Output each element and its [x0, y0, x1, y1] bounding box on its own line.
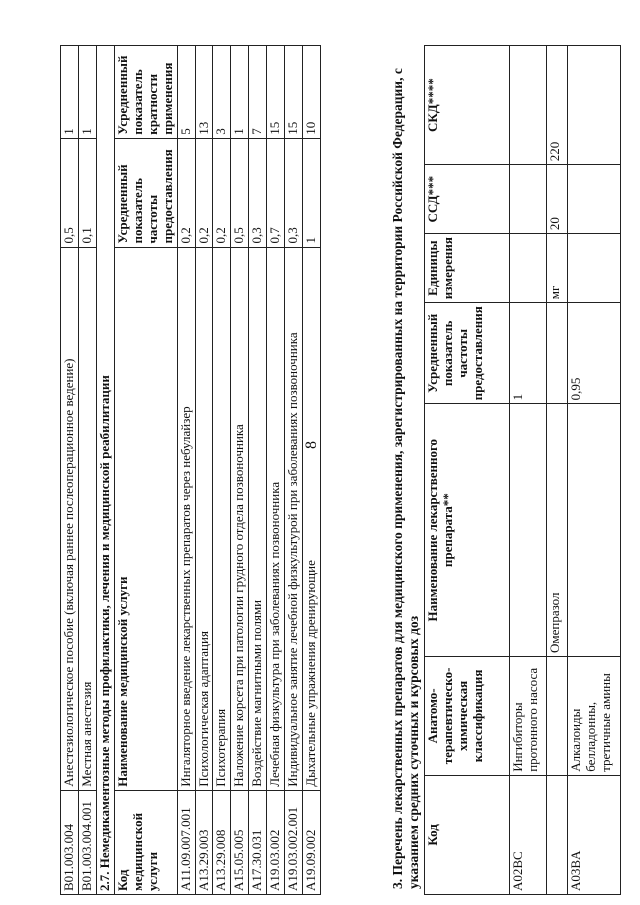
table-row: [303, 46, 321, 895]
column-header-skd: СКД****: [425, 46, 510, 165]
service-code: A17.30.031: [249, 790, 267, 894]
service-code: A15.05.005: [231, 790, 249, 894]
column-header-drug-name: Наименование лекарственного препарата**: [425, 404, 510, 657]
column-header-code: Код медицинской услуги: [114, 790, 177, 894]
frequency-value: 0,3: [249, 138, 267, 247]
unit-value: [568, 234, 621, 303]
table-row: [568, 46, 621, 895]
ssd-value: [568, 165, 621, 234]
unit-value: [510, 234, 547, 303]
drugs-table: [424, 45, 621, 895]
skd-value: [510, 46, 547, 165]
table-row: [510, 46, 547, 895]
table-row: [177, 46, 195, 895]
skd-value: [568, 46, 621, 165]
section-3-title: 3. Перечень лекарственных препаратов для медицинского применения, зарегистрированных на территории Российской Федерации, с указанием средних суточных и курсовых доз: [390, 68, 422, 889]
table-row: [267, 46, 285, 895]
service-name: Анестезиологическое пособие (включая раннее послеоперационное ведение): [61, 247, 79, 790]
multiplicity-value: 1: [78, 46, 96, 139]
rotated-page-content: [60, 45, 630, 895]
atc-group: [547, 657, 568, 776]
service-name: Воздействие магнитными полями: [249, 247, 267, 790]
frequency-value: 0,2: [213, 138, 231, 247]
service-code: A19.09.002: [303, 790, 321, 894]
service-code: A13.29.003: [195, 790, 213, 894]
column-header-code: Код: [425, 775, 510, 894]
multiplicity-value: 3: [213, 46, 231, 139]
column-header-unit: Единицы измерения: [425, 234, 510, 303]
column-header-frequency: Усредненный показатель частоты предоставления: [114, 138, 177, 247]
atc-code: A03BA: [568, 775, 621, 894]
frequency-value: 0,2: [177, 138, 195, 247]
table-row: [213, 46, 231, 895]
table-row: [547, 46, 568, 895]
frequency-value: 0,5: [61, 138, 79, 247]
frequency-value: [547, 303, 568, 404]
drug-name: [510, 404, 547, 657]
skd-value: 220: [547, 46, 568, 165]
multiplicity-value: 15: [285, 46, 303, 139]
column-header-frequency: Усредненный показатель частоты предоставления: [425, 303, 510, 404]
service-code: A19.03.002.001: [285, 790, 303, 894]
multiplicity-value: 10: [303, 46, 321, 139]
atc-code: A02BC: [510, 775, 547, 894]
service-code: B01.003.004: [61, 790, 79, 894]
service-name: Наложение корсета при патологии грудного отдела позвоночника: [231, 247, 249, 790]
frequency-value: 1: [510, 303, 547, 404]
service-code: A13.29.008: [213, 790, 231, 894]
column-header-atc: Анатомо-терапевтическо-химическая классификация: [425, 657, 510, 776]
service-code: A19.03.002: [267, 790, 285, 894]
frequency-value: 0,1: [78, 138, 96, 247]
service-name: Дыхательные упражнения дренирующие: [303, 247, 321, 790]
multiplicity-value: 1: [61, 46, 79, 139]
service-name: Индивидуальное занятие лечебной физкультурой при заболеваниях позвоночника: [285, 247, 303, 790]
table-row: [78, 46, 96, 895]
atc-code: [547, 775, 568, 894]
ssd-value: [510, 165, 547, 234]
table-row: [249, 46, 267, 895]
atc-group: Ингибиторы протонного насоса: [510, 657, 547, 776]
service-name: Ингаляторное введение лекарственных препаратов через небулайзер: [177, 247, 195, 790]
drug-name: Омепразол: [547, 404, 568, 657]
section-heading: 2.7. Немедикаментозные методы профилактики, лечения и медицинской реабилитации: [96, 46, 114, 895]
multiplicity-value: 13: [195, 46, 213, 139]
column-header-ssd: ССД***: [425, 165, 510, 234]
unit-value: мг: [547, 234, 568, 303]
medical-services-table: [60, 45, 321, 895]
frequency-value: 0,5: [231, 138, 249, 247]
frequency-value: 0,2: [195, 138, 213, 247]
table-row: [195, 46, 213, 895]
multiplicity-value: 15: [267, 46, 285, 139]
service-name: Местная анестезия: [78, 247, 96, 790]
frequency-value: 1: [303, 138, 321, 247]
service-code: B01.003.004.001: [78, 790, 96, 894]
multiplicity-value: 1: [231, 46, 249, 139]
table-row: [285, 46, 303, 895]
atc-group: Алкалоиды белладонны, третичные амины: [568, 657, 621, 776]
column-header-multiplicity: Усредненный показатель кратности применения: [114, 46, 177, 139]
table-row: [61, 46, 79, 895]
table-row: [231, 46, 249, 895]
drug-name: [568, 404, 621, 657]
frequency-value: 0,3: [285, 138, 303, 247]
table-header-row: [114, 46, 177, 895]
service-name: Психологическая адаптация: [195, 247, 213, 790]
table-header-row: [425, 46, 510, 895]
column-header-name: Наименование медицинской услуги: [114, 247, 177, 790]
multiplicity-value: 7: [249, 46, 267, 139]
service-name: Психотерапия: [213, 247, 231, 790]
page-number: 8: [303, 441, 320, 449]
frequency-value: 0,95: [568, 303, 621, 404]
service-code: A11.09.007.001: [177, 790, 195, 894]
frequency-value: 0,7: [267, 138, 285, 247]
section-heading-row: [96, 46, 114, 895]
multiplicity-value: 5: [177, 46, 195, 139]
ssd-value: 20: [547, 165, 568, 234]
service-name: Лечебная физкультура при заболеваниях позвоночника: [267, 247, 285, 790]
